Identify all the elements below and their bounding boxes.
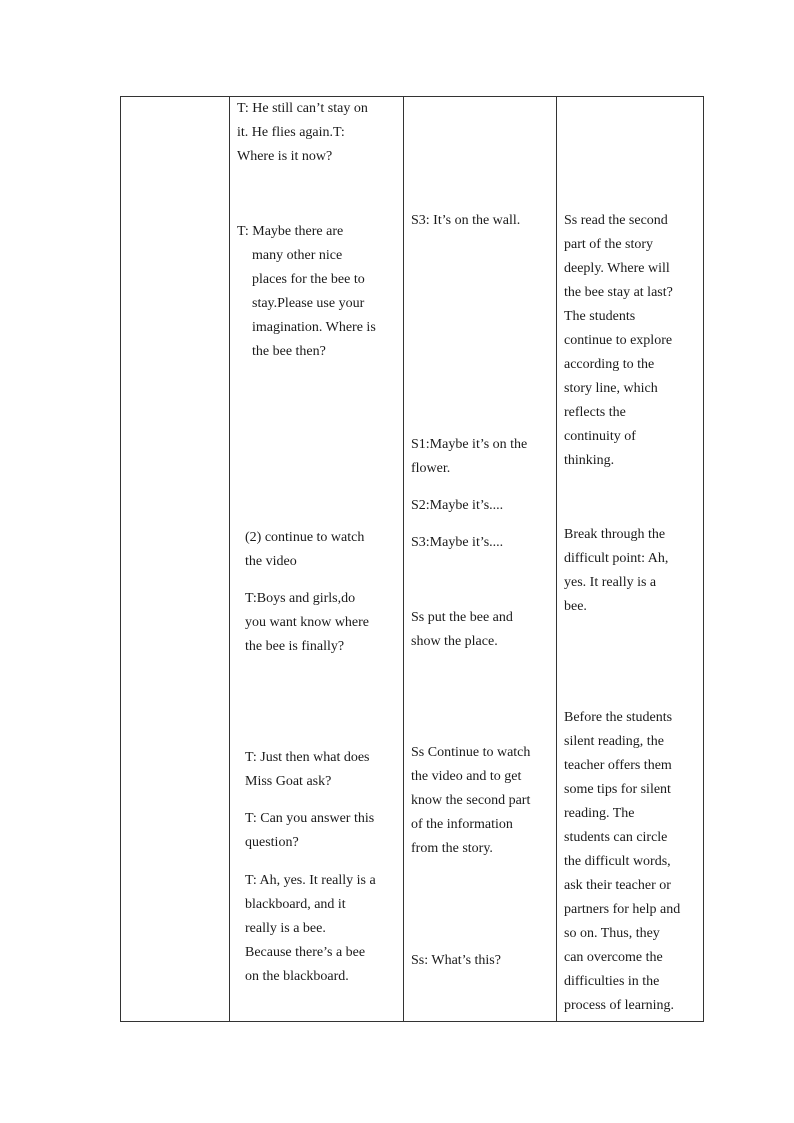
column-divider-2 (403, 97, 404, 1021)
intent-explore-story: Ss read the second part of the story deeply. Where will the bee stay at last? The students continue to explore according to the story line, which reflects the continuity of thinking. (564, 213, 673, 468)
intent-silent-reading: Before the students silent reading, the teacher offers them some tips for silent reading. The students can circle the difficult words, ask their teacher or partners for help and so on. Thus, they can overcome the difficulties in the process of learning. (564, 710, 681, 1013)
teacher-line-miss-goat: T: Just then what does Miss Goat ask? (245, 750, 370, 789)
student-line-on-the-flower: S1:Maybe it’s on the flower. (411, 437, 528, 476)
teacher-line-maybe-first: T: Maybe there are (237, 224, 344, 239)
teacher-line-still-cant-stay: T: He still can’t stay on it. He flies again.T: Where is it now? (237, 101, 368, 164)
student-line-s3-maybe: S3:Maybe it’s.... (411, 535, 504, 550)
teacher-line-continue-video: (2) continue to watch the video (245, 530, 365, 569)
column-divider-3 (556, 97, 557, 1021)
student-line-put-the-bee: Ss put the bee and show the place. (411, 610, 513, 649)
intent-difficult-point: Break through the difficult point: Ah, yes. It really is a bee. (564, 527, 669, 614)
teacher-line-blackboard: T: Ah, yes. It really is a blackboard, and it really is a bee. Because there’s a bee on the blackboard. (245, 873, 376, 984)
student-line-whats-this: Ss: What’s this? (411, 953, 501, 968)
column-divider-1 (229, 97, 230, 1021)
teacher-line-maybe-rest: many other nice places for the bee to stay.Please use your imagination. Where is the bee then? (252, 248, 376, 359)
student-line-continue-watch: Ss Continue to watch the video and to get know the second part of the information from the story. (411, 745, 531, 856)
student-line-s2-maybe: S2:Maybe it’s.... (411, 498, 504, 513)
teacher-line-boys-and-girls: T:Boys and girls,do you want know where the bee is finally? (245, 591, 370, 654)
student-line-on-the-wall: S3: It’s on the wall. (411, 213, 521, 228)
teacher-line-answer-question: T: Can you answer this question? (245, 811, 375, 850)
